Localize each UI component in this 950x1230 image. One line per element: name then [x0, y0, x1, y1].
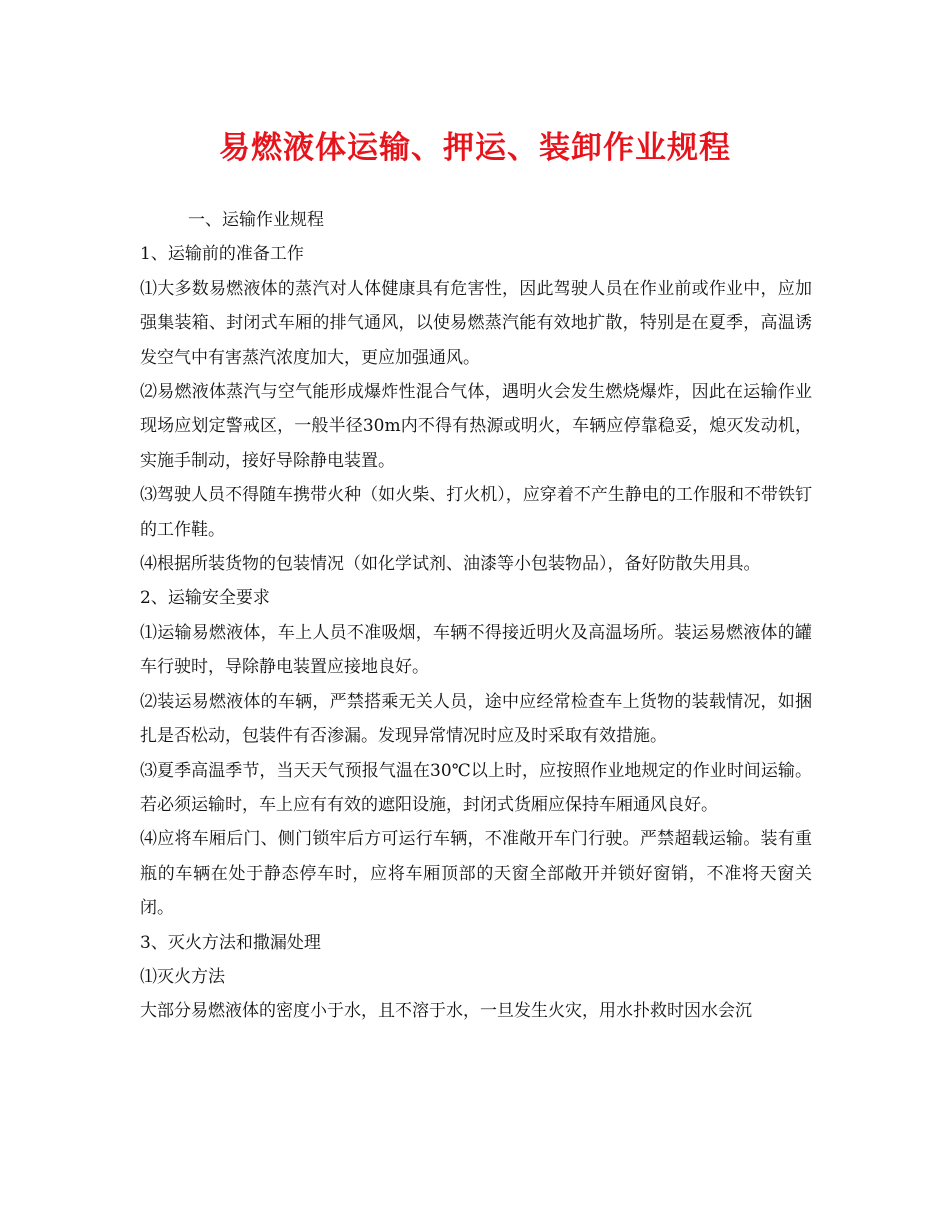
paragraph: ⑴灭火方法	[140, 966, 225, 987]
paragraph: 大部分易燃液体的密度小于水，且不溶于水，一旦发生火灾，用水扑救时因水会沉	[140, 1001, 752, 1022]
paragraph: ⑵装运易燃液体的车辆，严禁搭乘无关人员，途中应经常检查车上货物的装载情况，如捆扎是否松动，包装件有否渗漏。发现异常情况时应及时采取有效措施。	[140, 691, 812, 747]
paragraph: ⑷应将车厢后门、侧门锁牢后方可运行车辆，不准敞开车门行驶。严禁超载运输。装有重瓶的车辆在处于静态停车时，应将车厢顶部的天窗全部敞开并锁好窗销，不准将天窗关闭。	[140, 829, 812, 919]
paragraph: ⑶夏季高温季节，当天天气预报气温在30℃以上时，应按照作业地规定的作业时间运输。若必须运输时，车上应有有效的遮阳设施，封闭式货厢应保持车厢通风良好。	[140, 760, 812, 815]
document-title: 易燃液体运输、押运、装卸作业规程	[219, 130, 731, 166]
paragraph: ⑵易燃液体蒸汽与空气能形成爆炸性混合气体，遇明火会发生燃烧爆炸，因此在运输作业现场应划定警戒区，一般半径30m内不得有热源或明火，车辆应停靠稳妥，熄灭发动机，实施手制动，接好导除静电装置。	[140, 382, 812, 471]
section-heading: 一、运输作业规程	[188, 210, 324, 230]
subsection-heading: 2、运输安全要求	[140, 588, 270, 609]
paragraph: ⑴运输易燃液体，车上人员不准吸烟，车辆不得接近明火及高温场所。装运易燃液体的罐车行驶时，导除静电装置应接地良好。	[140, 622, 812, 678]
paragraph: ⑴大多数易燃液体的蒸汽对人体健康具有危害性，因此驾驶人员在作业前或作业中，应加强集装箱、封闭式车厢的排气通风，以使易燃蒸汽能有效地扩散，特别是在夏季，高温诱发空气中有害蒸汽浓度加大，更应加强通风。	[140, 278, 812, 368]
subsection-heading: 1、运输前的准备工作	[140, 244, 304, 265]
paragraph: ⑶驾驶人员不得随车携带火种（如火柴、打火机），应穿着不产生静电的工作服和不带铁钉的工作鞋。	[140, 485, 812, 540]
paragraph: ⑷根据所装货物的包装情况（如化学试剂、油漆等小包装物品），备好防散失用具。	[140, 554, 761, 575]
subsection-heading: 3、灭火方法和撒漏处理	[140, 932, 321, 953]
document-body	[140, 203, 812, 1029]
